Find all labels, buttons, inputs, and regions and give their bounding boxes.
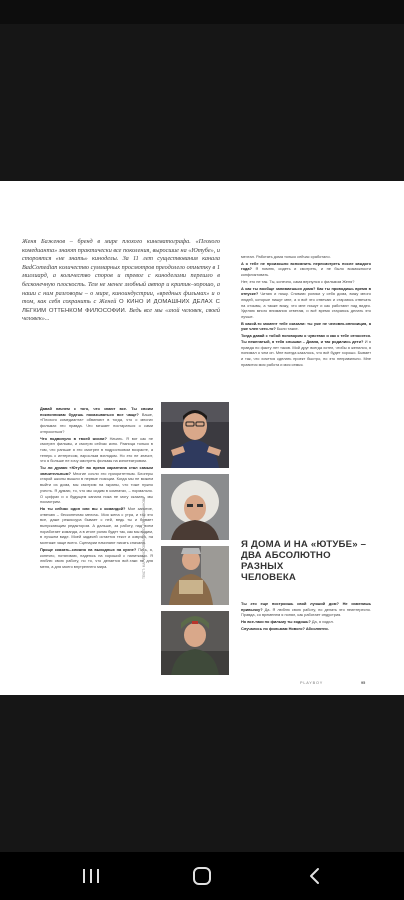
- interview-column-left: [40, 406, 153, 681]
- navigation-bar: [0, 852, 404, 900]
- answer: И я правда по факту лет таков. Мой друг всегда хотел, чтобы я женился, я понимал о чем он. Мне всегда казалось, что всё будет хорошо. Бывает и так, что хочется сделать проект быстро, но это неправильно. Мне нравится моя работа и моя семья.: [241, 338, 371, 367]
- question: Давай начнем с того, что знают все. Ты своим поклонникам будешь показываться все чаще?: [40, 406, 153, 417]
- answer: Читаю и пишу. Снимаю ролики у себя дома, вижу много людей, которые пишут мне, а я всё это отвечаю и стараюсь отвечать на отзывы, а также вижу, что мне пишут и как работают над видео. Уделяю много внимания ответам, и всё время стараюсь делать это лучше.: [241, 291, 371, 320]
- intro-paragraph: [22, 238, 220, 324]
- page-number: 95: [361, 681, 366, 685]
- answer: Мое занятие, отвечаю – бесконечная мелочь. Моя жена с утра, и так это все, даже режиссура бывает с ней, ведь ты и бывает выпускающим редактором. А дальше, за работу, над всем поработает команда, а в итоге ролик будет так, как мы видим, в лучшем виде. Моей задачей остается текст и озвучка, на монтаже чаще всего. Сценарии начинают писать сначала.: [40, 505, 153, 546]
- status-bar: [0, 0, 404, 24]
- answer: Ваше, «Плохого комедианта» обвиняют в тогда, что о многих фильмах это правда. Что мешает постараться о сами отпроситься?: [40, 411, 153, 434]
- photo-credit: ТЕКСТ: МАРИЯ КОРОЛЁВА ФОТО: ЕЛЕНА БАРАНОВА: [142, 497, 146, 579]
- intro-caps: О КИНО И ДОМАШНИХ ДЕЛАХ С ЛЕГКИМ ОТТЕНКОМ ФИЛОСОФИИ.: [22, 299, 220, 314]
- pull-quote-heading: [241, 539, 371, 583]
- answer: Да. Я люблю свою работу, но делать это неинтересно. Правда, со временем я понял, как работает индустрия.: [241, 606, 371, 618]
- photo-reading: [161, 546, 229, 605]
- answer: Пить, я, конечно, потягиваю, надеюсь на хороший с напитками. Я люблю свою работу, но то, что делается всё-таки не для меня, а для моего внутреннего мира.: [40, 546, 153, 569]
- photo-wig: [161, 474, 229, 540]
- question: Ты ли думаю «Ютуб» во время карантина стал самым значительным?: [40, 465, 153, 476]
- intro-tail: Ведь все мы «злой человек, своей человек»...: [22, 306, 220, 323]
- recents-icon[interactable]: [78, 866, 104, 886]
- intro-text: Женя Баженов – бренд в мире плохого кинематографа. «Плохого комедианта» знают практически все поколения, выросшие на «Ютубе», и стороятся «не знать» киноделы. За 11 лет существования канала BadComedian количество суммарных просмотров преодолело отметку в 1 миллиард, а количество споров и тревог с киноделами перешло в бесконечную плоскость. Тем не менее злобный автор и критик–хорошо, а наши с ним разговоры – о мире, киноиндустрии, «вредных фильмах» и о том, как себя сохранить с Женей: [22, 238, 220, 306]
- answer: Многие сочли это приоритетным. Блогеры старой школы вышли в первые позиции. Когда мы не можем выйти из дома, мы смотрим на экраны, что тоже нужно учесть. Я думаю, то, что мы сидим в комнатах, – нормально. О цифрах и о будущем канала пока не могу сказать, мы посмотрим.: [40, 470, 153, 505]
- back-icon[interactable]: [302, 866, 328, 886]
- question: Что подвинуло в твоей жизни?: [40, 435, 107, 441]
- magazine-page: [0, 181, 404, 695]
- question: Но все-таки по фильму ты ходишь?: [241, 619, 311, 625]
- answer: Я помню, сидеть и смотреть, и не было возможности конфликтовать.: [241, 266, 371, 278]
- interview-column-right: [241, 254, 371, 529]
- question: В какой-то момент тебе сказали: ты уже не человек-оппозиция, а уже член чего-то?: [241, 320, 371, 332]
- interview-column-bottom: [241, 601, 371, 677]
- answer: Да, я ходил.: [311, 619, 334, 625]
- photo-hat: [161, 611, 229, 675]
- heading-line: ДВА АБСОЛЮТНО РАЗНЫХ: [241, 550, 331, 572]
- question: Тогда давай с тобой поговорим о чувствах и как к тебе относятся. Ты неженатый, я тебя слышал – Диана, и так родились дети?: [241, 333, 371, 344]
- question: Но ты сейчас один или вы с командой?: [40, 505, 126, 511]
- question: Случалось по фильмам Нового? Абсолютно.: [241, 625, 329, 631]
- answer: Начать. Я вот как не смотрел фильмы, и смотрю сейчас кино. Разница только в том, что раньше я это смотрел в подростковом возрасте, а теперь с интересом, взрослым взглядом. Но это не значит, что я больше не хочу смотреть фильмы на кинотеатровом.: [40, 435, 153, 464]
- question: А как ты вообще занимаешься дома? Как ты проводишь время в отпуске?: [241, 285, 371, 297]
- answer: Нет, это не так. Ты, конечно, сама вернулся с фильмом Женя?: [241, 278, 355, 284]
- magazine-brand: PLAYBOY: [300, 681, 324, 685]
- answer: мечтал. Работать дома только сейчас сработало.: [241, 254, 331, 259]
- question: А о тебе не произошло вспомнить пересмотреть после каждого года?: [241, 260, 371, 272]
- heading-line: Я ДОМА И НА «ЮТУБЕ» –: [241, 539, 367, 550]
- photo-pointing: [161, 402, 229, 468]
- question: Проще сказать–сложно на выходных на кухне?: [40, 546, 137, 552]
- question: Ты это еще построишь свой лучший дом? Не изменишь привычку?: [241, 601, 371, 612]
- home-icon[interactable]: [189, 866, 215, 886]
- answer: Были такие.: [276, 326, 299, 332]
- heading-line: ЧЕЛОВЕКА: [241, 572, 297, 583]
